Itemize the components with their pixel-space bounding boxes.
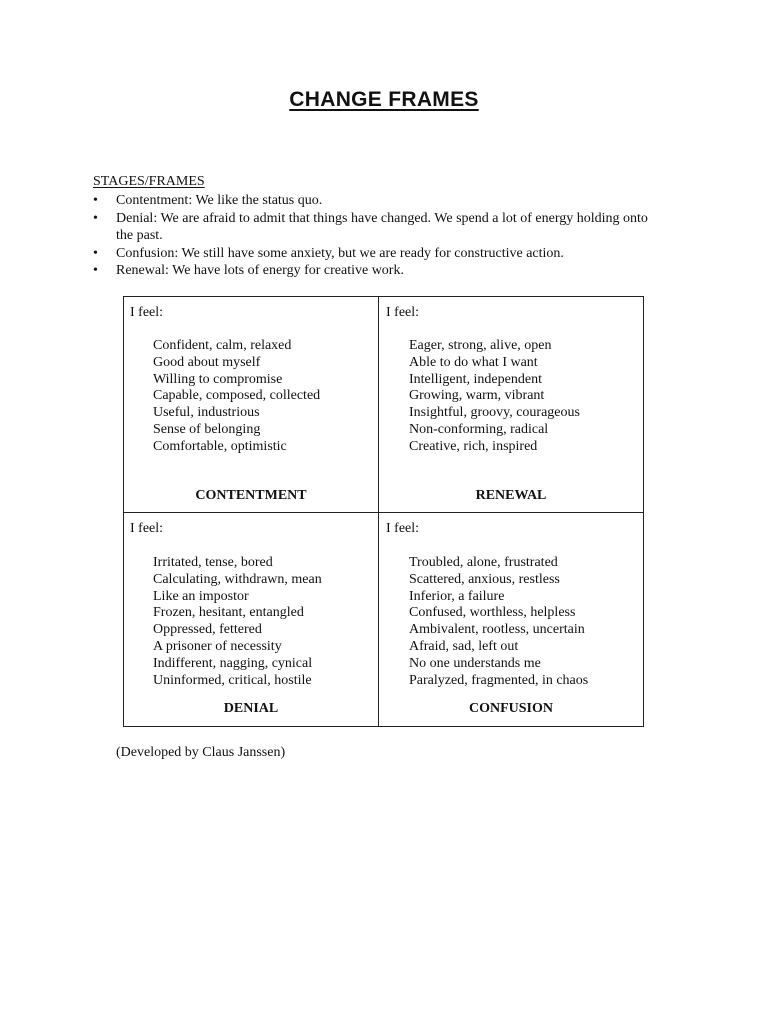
feeling-item: Creative, rich, inspired [409, 438, 538, 454]
page-title-text: CHANGE FRAMES [289, 88, 479, 111]
feel-prompt: I feel: [130, 521, 164, 536]
feeling-item: Inferior, a failure [409, 588, 505, 604]
feelings-list [409, 555, 588, 689]
feeling-item: Capable, composed, collected [153, 388, 321, 404]
feeling-item: Troubled, alone, frustrated [409, 555, 558, 570]
feeling-item: Confused, worthless, helpless [409, 605, 576, 621]
feelings-list [153, 555, 322, 689]
denial-cell [124, 513, 379, 726]
feeling-item: Like an impostor [153, 588, 249, 604]
feel-prompt: I feel: [386, 521, 420, 536]
stage-label-confusion: CONFUSION [468, 701, 553, 716]
feel-prompt: I feel: [130, 305, 164, 320]
feeling-item: Uninformed, critical, hostile [153, 672, 312, 688]
feeling-item: Confident, calm, relaxed [153, 338, 292, 353]
feeling-item: Non-conforming, radical [409, 421, 549, 437]
feelings-list [153, 338, 320, 456]
feeling-item: Insightful, groovy, courageous [409, 405, 580, 421]
feeling-item: Willing to compromise [153, 371, 283, 387]
stage-item: • Renewal: We have lots of energy for creative work. [93, 262, 653, 280]
feeling-item: Useful, industrious [153, 405, 260, 421]
feeling-item: Scattered, anxious, restless [409, 571, 560, 587]
feeling-item: No one understands me [409, 655, 541, 671]
feel-prompt: I feel: [386, 305, 420, 320]
stage-item: • Denial: We are afraid to admit that things have changed. We spend a lot of energy holding onto the past. [93, 210, 653, 245]
feeling-item: Intelligent, independent [409, 371, 542, 387]
feeling-item: A prisoner of necessity [153, 638, 282, 654]
footer-credit: (Developed by Claus Janssen) [116, 745, 286, 760]
stage-label-denial: DENIAL [223, 701, 279, 716]
stage-label-contentment: CONTENTMENT [195, 488, 307, 503]
feeling-item: Sense of belonging [153, 421, 261, 437]
feeling-item: Able to do what I want [409, 354, 538, 370]
feeling-item: Indifferent, nagging, cynical [153, 655, 313, 671]
feeling-item: Frozen, hesitant, entangled [153, 605, 304, 621]
feeling-item: Paralyzed, fragmented, in chaos [409, 672, 589, 688]
stages-list [93, 192, 653, 280]
renewal-cell [379, 297, 643, 513]
feeling-item: Afraid, sad, left out [409, 638, 519, 654]
feeling-item: Ambivalent, rootless, uncertain [409, 622, 585, 638]
feeling-item: Oppressed, fettered [153, 622, 262, 638]
feeling-item: Comfortable, optimistic [153, 438, 287, 454]
feeling-item: Calculating, withdrawn, mean [153, 571, 322, 587]
feeling-item: Good about myself [153, 354, 261, 370]
feeling-item: Growing, warm, vibrant [409, 388, 545, 404]
stage-item: • Contentment: We like the status quo. [93, 192, 653, 210]
feelings-list [409, 338, 580, 456]
confusion-cell [379, 513, 643, 726]
stage-label-renewal: RENEWAL [475, 488, 547, 503]
stage-item: • Confusion: We still have some anxiety, but we are ready for constructive action. [93, 245, 653, 263]
stages-heading: STAGES/FRAMES [93, 174, 205, 189]
feeling-item: Irritated, tense, bored [153, 555, 273, 570]
feeling-item: Eager, strong, alive, open [409, 338, 552, 353]
change-frames-grid [123, 296, 644, 727]
contentment-cell [124, 297, 379, 513]
page-title [0, 88, 768, 112]
